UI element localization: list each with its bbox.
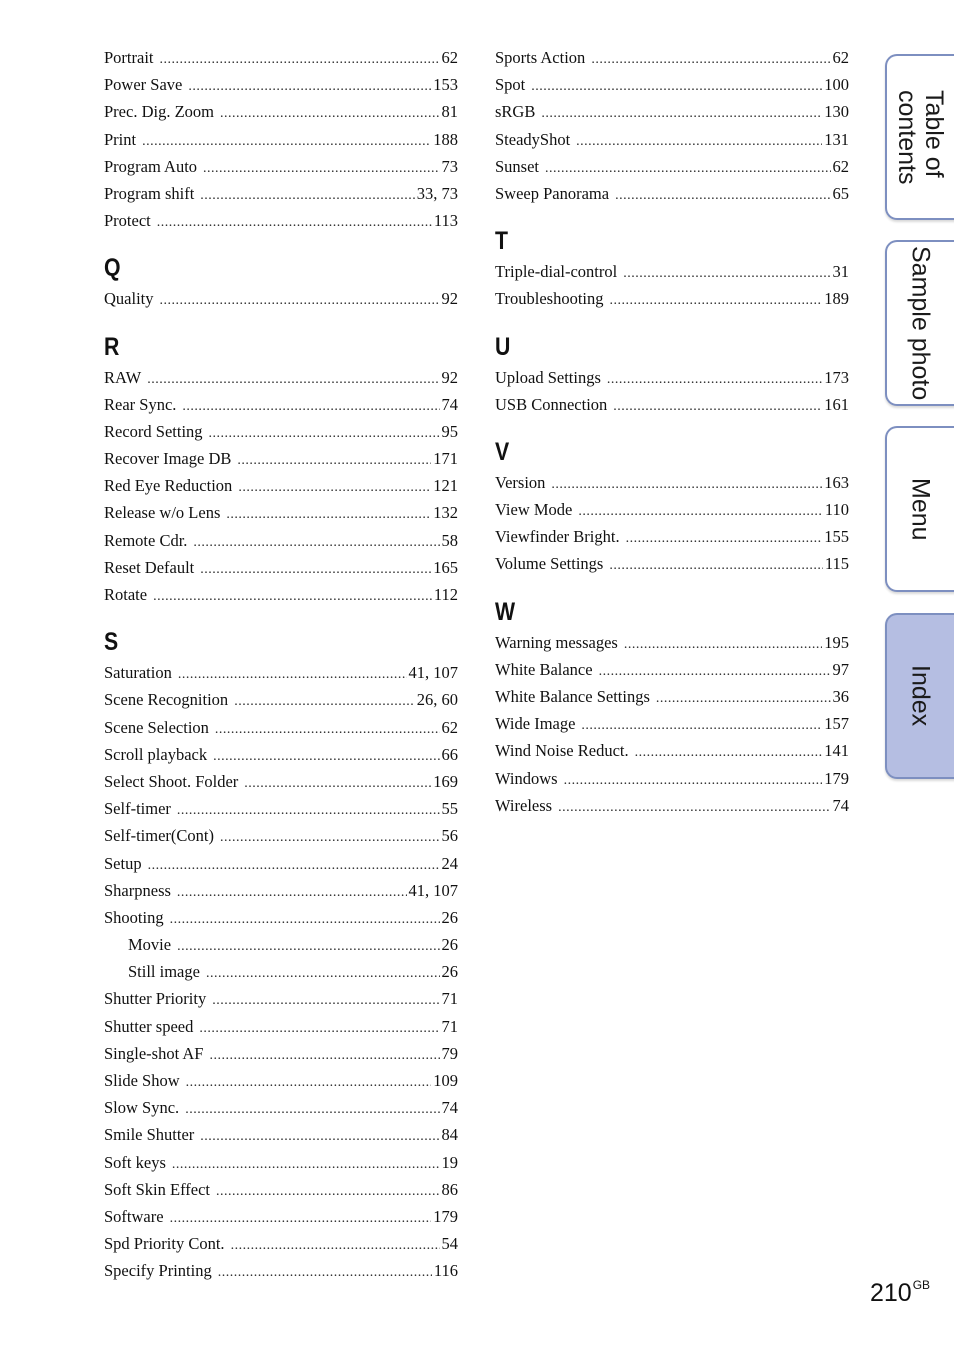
index-entry[interactable]: [495, 258, 849, 285]
entry-page-link[interactable]: 188: [433, 129, 458, 149]
entry-page-link[interactable]: 41, 107: [408, 880, 458, 900]
entry-label: Scene Recognition: [104, 690, 229, 710]
index-entry[interactable]: [104, 44, 458, 71]
entry-label: Slow Sync.: [104, 1098, 180, 1118]
leader-dots: [609, 552, 823, 579]
entry-page-link[interactable]: 195: [824, 632, 849, 652]
index-entry[interactable]: [104, 1149, 458, 1176]
leader-dots: [186, 1069, 432, 1096]
leader-dots: [160, 46, 440, 73]
entry-page-link[interactable]: 92: [441, 367, 458, 387]
entry-page-link[interactable]: 41, 107: [408, 663, 458, 683]
index-entry[interactable]: [495, 683, 849, 710]
entry-page-link[interactable]: 26: [441, 935, 458, 955]
entry-label: Record Setting: [104, 421, 203, 441]
section-heading: U: [495, 332, 511, 361]
entry-label: Upload Settings: [495, 367, 601, 387]
leader-dots: [541, 100, 822, 127]
leader-dots: [218, 1259, 432, 1286]
leader-dots: [220, 824, 440, 851]
leader-dots: [209, 1042, 439, 1069]
leader-dots: [153, 583, 432, 610]
entry-page-link[interactable]: 121: [433, 476, 458, 496]
index-entry[interactable]: [104, 418, 458, 445]
entry-page-link[interactable]: 36: [832, 687, 849, 706]
leader-dots: [200, 182, 414, 209]
index-entry[interactable]: [104, 686, 458, 713]
leader-dots: [193, 529, 439, 556]
index-entry[interactable]: [104, 850, 458, 877]
leader-dots: [613, 393, 822, 420]
leader-dots: [203, 155, 439, 182]
index-entry[interactable]: [104, 1040, 458, 1067]
leader-dots: [226, 501, 431, 528]
entry-page-link[interactable]: 71: [441, 989, 458, 1009]
entry-label: Scroll playback: [104, 744, 208, 764]
index-entry[interactable]: [495, 285, 849, 312]
index-entry[interactable]: [104, 207, 458, 234]
entry-label: Sports Action: [495, 48, 586, 67]
entry-label: Shutter speed: [104, 1016, 194, 1036]
index-entry[interactable]: [495, 656, 849, 683]
entry-label: Movie: [128, 935, 172, 955]
entry-page-link[interactable]: 116: [433, 1261, 458, 1281]
entry-page-link[interactable]: 58: [441, 530, 458, 550]
leader-dots: [182, 393, 439, 420]
index-entry[interactable]: [104, 1094, 458, 1121]
entry-page-link[interactable]: 115: [824, 554, 849, 574]
index-entry[interactable]: [495, 364, 849, 391]
entry-page-link[interactable]: 73: [441, 156, 458, 176]
index-entry[interactable]: [495, 44, 849, 71]
page-number-suffix: GB: [912, 1278, 931, 1292]
index-entry[interactable]: [104, 822, 458, 849]
entry-page-link[interactable]: 110: [824, 500, 849, 520]
index-entry[interactable]: [104, 714, 458, 741]
leader-dots: [148, 852, 440, 879]
index-entry[interactable]: [104, 364, 458, 391]
tab-menu[interactable]: [885, 426, 954, 592]
entry-label: Shutter Priority: [104, 989, 207, 1009]
tab-table-of-contents[interactable]: [885, 54, 954, 220]
entry-page-link[interactable]: 113: [433, 211, 458, 231]
entry-page-link[interactable]: 132: [433, 503, 458, 523]
entry-page-link[interactable]: 141: [824, 741, 849, 761]
index-entry[interactable]: [495, 765, 849, 792]
entry-page-link[interactable]: 62: [441, 48, 458, 67]
index-entry[interactable]: [495, 550, 849, 577]
leader-dots: [623, 260, 830, 287]
entry-label: Spot: [495, 75, 526, 95]
tab-label: Index: [906, 665, 935, 727]
leader-dots: [238, 474, 431, 501]
entry-page-link[interactable]: 86: [441, 1179, 458, 1199]
entry-label: Wide Image: [495, 714, 576, 734]
entry-page-link[interactable]: 92: [441, 289, 458, 309]
entry-label: Reset Default: [104, 557, 195, 577]
index-entry[interactable]: [495, 710, 849, 737]
leader-dots: [558, 794, 830, 821]
index-entry[interactable]: [104, 126, 458, 153]
entry-label: Recover Image DB: [104, 449, 232, 469]
entry-page-link[interactable]: 66: [441, 744, 458, 764]
index-entry[interactable]: [104, 741, 458, 768]
leader-dots: [170, 1205, 432, 1232]
entry-page-link[interactable]: 62: [832, 156, 849, 176]
entry-label: Viewfinder Bright.: [495, 527, 620, 547]
entry-page-link[interactable]: 155: [824, 527, 849, 547]
index-entry[interactable]: [495, 98, 849, 125]
entry-label: Shooting: [104, 907, 164, 927]
entry-page-link[interactable]: 55: [441, 799, 458, 819]
index-entry[interactable]: [104, 659, 458, 686]
entry-label: Smile Shutter: [104, 1125, 195, 1145]
index-entry[interactable]: [104, 1257, 458, 1284]
entry-page-link[interactable]: 163: [824, 472, 849, 492]
leader-dots: [199, 1015, 439, 1042]
entry-label: Remote Cdr.: [104, 530, 188, 550]
index-entry[interactable]: [104, 877, 458, 904]
entry-label: RAW: [104, 367, 142, 387]
entry-label: View Mode: [495, 500, 573, 520]
entry-label: Sweep Panorama: [495, 183, 610, 203]
entry-page-link[interactable]: 54: [441, 1234, 458, 1254]
leader-dots: [188, 73, 431, 100]
entry-label: Still image: [128, 962, 200, 982]
leader-dots: [157, 209, 432, 236]
entry-page-link[interactable]: 161: [824, 394, 849, 414]
entry-label: Program shift: [104, 183, 195, 203]
index-entry[interactable]: [104, 472, 458, 499]
entry-label: Saturation: [104, 663, 172, 683]
leader-dots: [170, 906, 440, 933]
leader-dots: [213, 743, 439, 770]
leader-dots: [220, 100, 440, 127]
entry-page-link[interactable]: 171: [433, 449, 458, 469]
leader-dots: [551, 471, 822, 498]
index-entry[interactable]: [495, 792, 849, 819]
entry-label: Spd Priority Cont.: [104, 1234, 225, 1254]
entry-label: sRGB: [495, 102, 536, 122]
index-entry[interactable]: [104, 1013, 458, 1040]
index-entry[interactable]: [495, 71, 849, 98]
section-heading: T: [495, 227, 508, 256]
entry-page-link[interactable]: 112: [433, 585, 458, 604]
entry-page-link[interactable]: 33, 73: [416, 183, 458, 203]
entry-label: Select Shoot. Folder: [104, 771, 239, 791]
index-entry[interactable]: [104, 499, 458, 526]
entry-page-link[interactable]: 131: [824, 129, 849, 149]
entry-label: Warning messages: [495, 632, 618, 652]
entry-page-link[interactable]: 74: [441, 394, 458, 414]
entry-label: Rear Sync.: [104, 394, 177, 414]
entry-page-link[interactable]: 100: [824, 75, 849, 95]
entry-label: SteadyShot: [495, 129, 571, 149]
index-entry[interactable]: [104, 904, 458, 931]
index-entry[interactable]: [104, 1203, 458, 1230]
leader-dots: [212, 987, 439, 1014]
section-heading: R: [104, 332, 120, 361]
entry-label: Soft Skin Effect: [104, 1179, 211, 1199]
entry-label: Triple-dial-control: [495, 262, 618, 282]
index-column-right: [495, 44, 849, 819]
index-entry[interactable]: [104, 985, 458, 1012]
leader-dots: [591, 46, 830, 73]
leader-dots: [656, 685, 831, 712]
index-entry[interactable]: [104, 554, 458, 581]
entry-page-link[interactable]: 165: [433, 557, 458, 577]
leader-dots: [215, 716, 440, 743]
entry-page-link[interactable]: 84: [441, 1125, 458, 1145]
index-entry[interactable]: [104, 1176, 458, 1203]
entry-label: White Balance Settings: [495, 687, 650, 706]
leader-dots: [615, 182, 830, 209]
leader-dots: [599, 658, 831, 685]
leader-dots: [607, 366, 822, 393]
index-entry[interactable]: [495, 391, 849, 418]
index-entry[interactable]: [495, 153, 849, 180]
entry-page-link[interactable]: 62: [441, 717, 458, 737]
entry-page-link[interactable]: 173: [824, 367, 849, 387]
index-entry[interactable]: [104, 1230, 458, 1257]
index-entry[interactable]: [104, 795, 458, 822]
entry-page-link[interactable]: 109: [433, 1071, 458, 1090]
leader-dots: [160, 287, 440, 314]
leader-dots: [178, 661, 407, 688]
entry-page-link[interactable]: 74: [832, 795, 849, 815]
leader-dots: [244, 770, 431, 797]
leader-dots: [581, 712, 822, 739]
leader-dots: [626, 525, 823, 552]
page-number-value: 210: [870, 1279, 912, 1307]
leader-dots: [142, 128, 431, 155]
entry-page-link[interactable]: 31: [832, 262, 849, 282]
entry-page-link[interactable]: 26: [441, 907, 458, 927]
leader-dots: [545, 155, 830, 182]
leader-dots: [206, 960, 440, 987]
leader-dots: [234, 688, 415, 715]
entry-label: Prec. Dig. Zoom: [104, 102, 214, 122]
entry-label: Windows: [495, 768, 558, 788]
entry-label: Version: [495, 472, 546, 492]
entry-label: Power Save: [104, 75, 183, 95]
entry-label: Wireless: [495, 795, 553, 815]
entry-label: White Balance: [495, 659, 593, 679]
leader-dots: [610, 287, 823, 314]
entry-label: Volume Settings: [495, 554, 604, 574]
entry-label: Soft keys: [104, 1152, 166, 1172]
index-entry[interactable]: [104, 527, 458, 554]
entry-page-link[interactable]: 26: [441, 962, 458, 982]
entry-label: Specify Printing: [104, 1261, 212, 1281]
entry-label: Rotate: [104, 585, 148, 604]
entry-label: Portrait: [104, 48, 154, 67]
leader-dots: [177, 933, 439, 960]
entry-label: Slide Show: [104, 1071, 180, 1090]
leader-dots: [531, 73, 822, 100]
entry-page-link[interactable]: 153: [433, 75, 458, 95]
tab-label: Table of contents: [893, 89, 948, 185]
section-heading: Q: [104, 254, 121, 283]
section-heading: S: [104, 628, 119, 657]
tab-sample-photo[interactable]: [885, 240, 954, 406]
index-entry[interactable]: [104, 768, 458, 795]
index-entry[interactable]: [104, 180, 458, 207]
leader-dots: [216, 1178, 439, 1205]
tab-label: Menu: [906, 477, 935, 541]
leader-dots: [231, 1232, 440, 1259]
index-entry[interactable]: [495, 496, 849, 523]
index-entry[interactable]: [104, 1121, 458, 1148]
leader-dots: [209, 420, 440, 447]
entry-label: Troubleshooting: [495, 289, 604, 309]
leader-dots: [576, 128, 822, 155]
entry-label: Scene Selection: [104, 717, 209, 737]
leader-dots: [200, 1123, 439, 1150]
leader-dots: [200, 556, 431, 583]
entry-page-link[interactable]: 74: [441, 1098, 458, 1118]
entry-label: Quality: [104, 289, 154, 309]
index-entry[interactable]: [495, 737, 849, 764]
section-heading: W: [495, 597, 516, 626]
entry-page-link[interactable]: 65: [832, 183, 849, 203]
entry-page-link[interactable]: 19: [441, 1152, 458, 1172]
index-entry[interactable]: [495, 629, 849, 656]
entry-label: Self-timer: [104, 799, 171, 819]
leader-dots: [564, 767, 823, 794]
entry-label: Print: [104, 129, 137, 149]
index-entry[interactable]: [495, 469, 849, 496]
entry-page-link[interactable]: 62: [832, 48, 849, 67]
entry-page-link[interactable]: 79: [441, 1043, 458, 1063]
leader-dots: [624, 631, 822, 658]
leader-dots: [237, 447, 431, 474]
entry-label: Software: [104, 1206, 164, 1226]
entry-page-link[interactable]: 95: [441, 421, 458, 441]
index-entry[interactable]: [495, 180, 849, 207]
entry-label: Red Eye Reduction: [104, 476, 233, 496]
entry-label: USB Connection: [495, 394, 608, 414]
entry-page-link[interactable]: 179: [433, 1206, 458, 1226]
index-entry[interactable]: [104, 71, 458, 98]
entry-label: Program Auto: [104, 156, 198, 176]
section-heading: V: [495, 437, 510, 466]
leader-dots: [177, 797, 440, 824]
index-entry[interactable]: [104, 285, 458, 312]
leader-dots: [147, 366, 439, 393]
index-entry[interactable]: [104, 391, 458, 418]
entry-page-link[interactable]: 71: [441, 1016, 458, 1036]
entry-label: Release w/o Lens: [104, 503, 221, 523]
entry-label: Wind Noise Reduct.: [495, 741, 629, 761]
index-entry[interactable]: [104, 98, 458, 125]
leader-dots: [185, 1096, 439, 1123]
entry-page-link[interactable]: 24: [441, 853, 458, 873]
index-entry[interactable]: [495, 523, 849, 550]
index-entry[interactable]: [495, 126, 849, 153]
index-subentry[interactable]: [104, 958, 458, 985]
entry-page-link[interactable]: 97: [832, 659, 849, 679]
tab-label: Sample photo: [906, 245, 935, 401]
entry-label: Sharpness: [104, 880, 171, 900]
entry-page-link[interactable]: 169: [433, 771, 458, 791]
entry-label: Single-shot AF: [104, 1043, 204, 1063]
index-entry[interactable]: [104, 581, 458, 608]
leader-dots: [635, 739, 823, 766]
entry-page-link[interactable]: 56: [441, 826, 458, 846]
index-column-left: [104, 44, 458, 1285]
index-entry[interactable]: [104, 153, 458, 180]
index-entry[interactable]: [104, 445, 458, 472]
entry-page-link[interactable]: 26, 60: [416, 690, 458, 710]
tab-index[interactable]: [885, 613, 954, 779]
entry-label: Sunset: [495, 156, 540, 176]
entry-page-link[interactable]: 157: [824, 714, 849, 734]
entry-page-link[interactable]: 130: [824, 102, 849, 122]
entry-label: Setup: [104, 853, 142, 873]
entry-page-link[interactable]: 179: [824, 768, 849, 788]
page-number: [870, 1278, 930, 1308]
index-subentry[interactable]: [104, 931, 458, 958]
index-entry[interactable]: [104, 1067, 458, 1094]
entry-label: Self-timer(Cont): [104, 826, 214, 846]
leader-dots: [172, 1151, 440, 1178]
leader-dots: [177, 879, 407, 906]
leader-dots: [578, 498, 822, 525]
entry-page-link[interactable]: 81: [441, 102, 458, 122]
entry-page-link[interactable]: 189: [824, 289, 849, 309]
entry-label: Protect: [104, 211, 151, 231]
